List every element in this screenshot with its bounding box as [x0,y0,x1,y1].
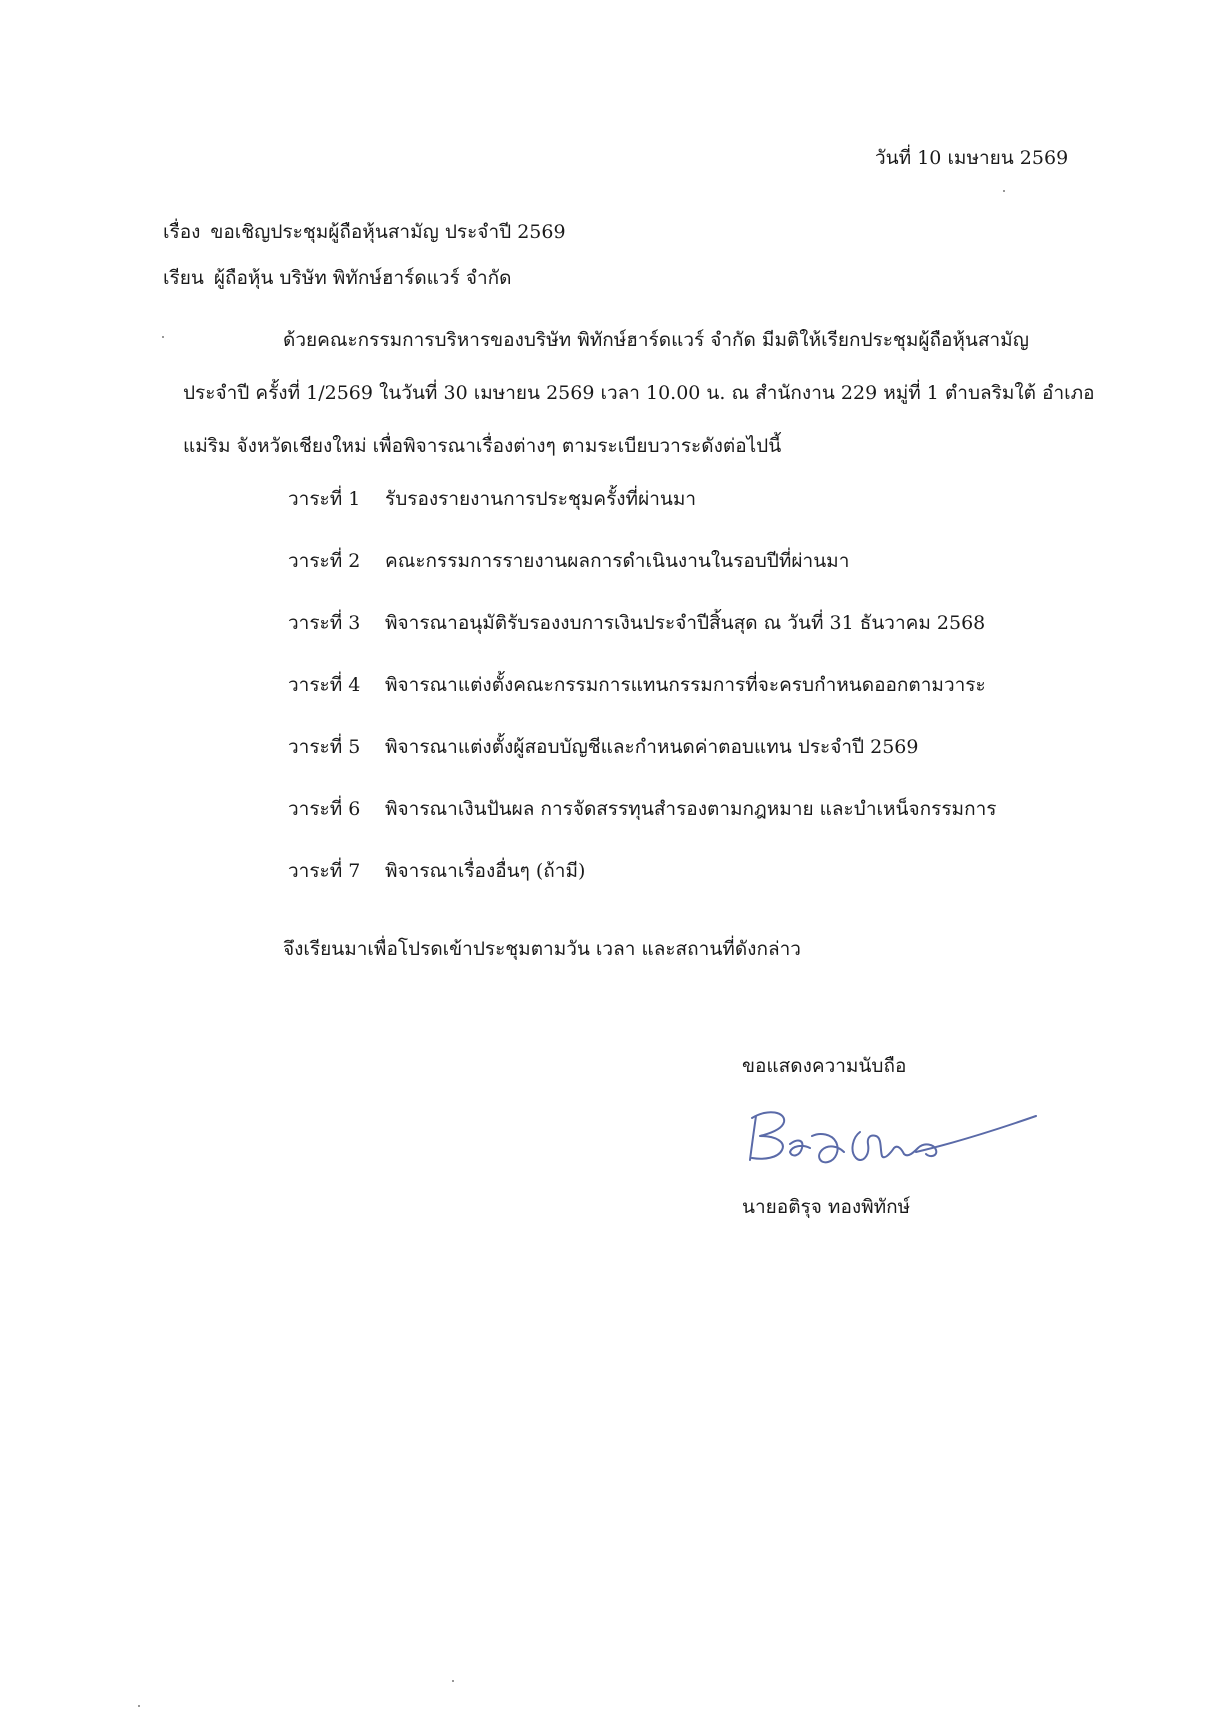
recipient-text: ผู้ถือหุ้น บริษัท พิทักษ์ฮาร์ดแวร์ จำกัด [213,267,512,289]
agenda-number: วาระที่ 7 [288,860,361,882]
subject-line [163,218,566,246]
agenda-number: วาระที่ 5 [288,736,361,758]
body-paragraph-line-1: ด้วยคณะกรรมการบริหารของบริษัท พิทักษ์ฮาร์ดแวร์ จำกัด มีมติให้เรียกประชุมผู้ถือหุ้นสามัญ [283,329,1029,351]
agenda-number: วาระที่ 2 [288,550,361,572]
handwritten-signature [740,1098,1060,1178]
agenda-number: วาระที่ 4 [288,674,361,696]
subject-label: เรื่อง [163,221,201,243]
recipient-line [163,264,511,292]
body-paragraph-line-2: ประจำปี ครั้งที่ 1/2569 ในวันที่ 30 เมษายน 2569 เวลา 10.00 น. ณ สำนักงาน 229 หมู่ที่ 1 ตำบลริมใต้ อำเภอ [183,382,1095,404]
agenda-text: รับรองรายงานการประชุมครั้งที่ผ่านมา [385,488,697,510]
agenda-text: พิจารณาแต่งตั้งคณะกรรมการแทนกรรมการที่จะครบกำหนดออกตามวาระ [385,674,986,696]
scan-speck [1003,190,1005,192]
agenda-text: คณะกรรมการรายงานผลการดำเนินงานในรอบปีที่ผ่านมา [385,550,850,572]
agenda-number: วาระที่ 6 [288,798,361,820]
closing-line: จึงเรียนมาเพื่อโปรดเข้าประชุมตามวัน เวลา และสถานที่ดังกล่าว [283,938,801,960]
agenda-text: พิจารณาเรื่องอื่นๆ (ถ้ามี) [385,860,586,882]
agenda-text: พิจารณาเงินปันผล การจัดสรรทุนสำรองตามกฎหมาย และบำเหน็จกรรมการ [385,798,997,820]
signer-name: นายอติรุจ ทองพิทักษ์ [742,1196,911,1218]
regards-line: ขอแสดงความนับถือ [742,1055,907,1077]
subject-text: ขอเชิญประชุมผู้ถือหุ้นสามัญ ประจำปี 2569 [210,221,566,243]
agenda-number: วาระที่ 1 [288,488,361,510]
agenda-text: พิจารณาแต่งตั้งผู้สอบบัญชีและกำหนดค่าตอบแทน ประจำปี 2569 [385,736,919,758]
scan-speck [452,1680,454,1682]
scan-speck [162,336,164,338]
recipient-label: เรียน [163,267,204,289]
letter-date: วันที่ 10 เมษายน 2569 [875,147,1069,169]
body-paragraph-line-3: แม่ริม จังหวัดเชียงใหม่ เพื่อพิจารณาเรื่องต่างๆ ตามระเบียบวาระดังต่อไปนี้ [183,435,782,457]
scan-speck [138,1705,140,1707]
agenda-number: วาระที่ 3 [288,612,361,634]
agenda-text: พิจารณาอนุมัติรับรองงบการเงินประจำปีสิ้นสุด ณ วันที่ 31 ธันวาคม 2568 [385,612,986,634]
